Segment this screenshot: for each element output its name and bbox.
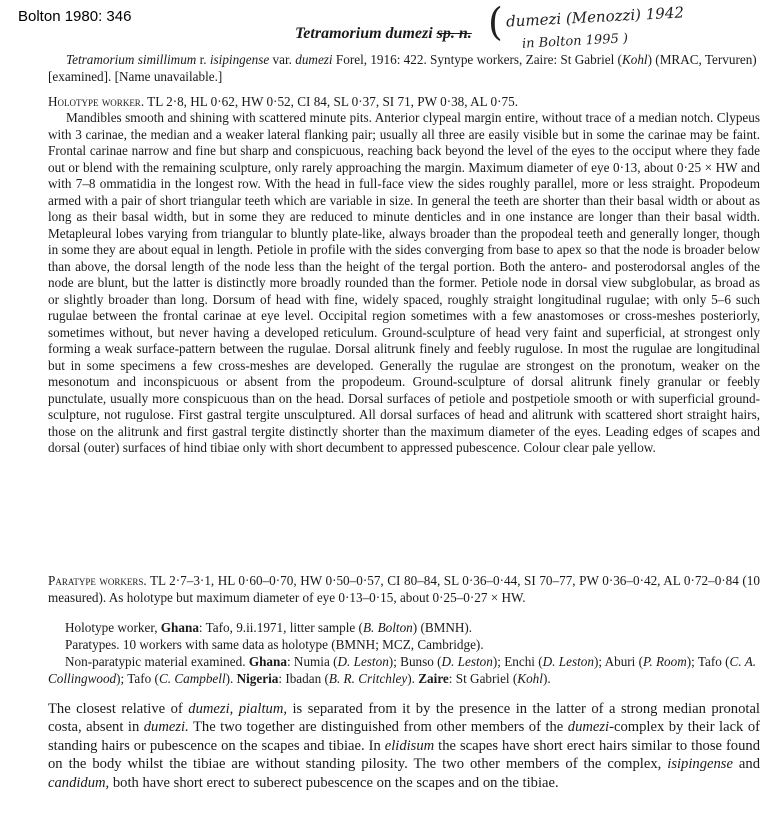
syn-collector: Kohl — [621, 52, 648, 67]
species-name: Tetramorium dumezi — [295, 25, 433, 42]
mat-text: : Tafo, 9.ii.1971, litter sample ( — [198, 620, 363, 635]
country-ghana: Ghana — [160, 620, 199, 635]
collector: B. Bolton — [362, 620, 413, 635]
taxon-name: elidisum — [384, 737, 435, 754]
collector: D. Leston — [542, 654, 594, 669]
mat-text: ); Bunso ( — [388, 654, 442, 669]
syn-text-4: ) (MRAC, Tervuren) [examined]. [Name unavailable.] — [48, 52, 757, 84]
paratype-heading: Paratype workers. — [48, 573, 147, 588]
syn-name-1: Tetramorium simillimum — [66, 52, 197, 67]
collector: B. R. Critchley — [328, 670, 408, 686]
synonymy-paragraph — [48, 52, 760, 85]
taxon-name: dumezi — [567, 719, 610, 736]
paratype-paragraph — [48, 573, 760, 606]
syn-name-3: dumezi — [295, 52, 333, 67]
mat-text: : Ibadan ( — [278, 670, 329, 686]
mat-text: ); Aburi ( — [593, 654, 644, 669]
collector: D. Leston — [441, 654, 493, 669]
nonparatypic-material — [48, 654, 760, 687]
collector: C. A. Collingwood — [48, 654, 757, 686]
holotype-description: Mandibles smooth and shining with scattered minute pits. Anterior clypeal margin entire, without trace of a median notch. Clypeus with 3 carinae, the median and a weaker lateral flanking pair; usually all three are easily visible but in some the carinae may be faint. Frontal carinae narrow and fine but sharp and conspicuous, reaching back beyond the level of the eyes to the occiput where they fade out or blend with the remaining sculpture, only rarely approaching the margin. Maximum diameter of eye 0·13, about 0·25 × HW and with 7–8 ommatidia in the longest row. With the head in full-face view the sides roughly parallel, more or less straight. Propodeum armed with a pair of short triangular teeth which are variable in size. In general the teeth are shorter than their basal width or about as long as their basal width, but in some they are reduced to minute denticles and in one instance are longer than their basal width. Metapleural lobes varying from triangular to bluntly plate-like, always broader than the propodeal teeth and generally longer, though in some they are about equal in length. Petiole in profile with the sides converging from base to apex so that the node is broader below than above, the dorsal length of the node less than the height of the tergal portion. Both the antero- and posterodorsal angles of the node are blunt, but the latter is distinctly more broadly rounded than the former. Petiole node in dorsal view subglobular, as broad as or slightly broader than long. Dorsum of head with fine, widely spaced, roughly straight longitudinal rugulae; with only 5–6 such rugulae between the frontal carinae at eye level. Occipital region sometimes with a few anastomoses or cross-meshes posteriorly, sometimes without, but never having a developed reticulum. Ground-sculpture of head very faint and superficial, at strongest only forming a weak surface-pattern between the rugulae. Dorsal alitrunk finely and feebly rugulose. In most the rugulae are longitudinal but in some specimens a few cross-meshes are developed. Generally the rugulae are strongest on the pronotum, weaker on the mesonotum and inconspicuous or absent from the propodeum. Ground-sculpture of dorsal alitrunk finely granular or feebly punctulate, usually more conspicuous than on the head. Dorsal surfaces of petiole and postpetiole smooth or with superficial ground-sculpture, not rugulose. First gastral tergite unsculptured. All dorsal surfaces of head and alitrunk with scattered short straight hairs, those on the alitrunk and first gastral tergite distinctly shorter than the maximum diameter of the eyes. Leading edges of scapes and dorsal (outer) surfaces of hind tibiae only with short decumbent to appressed pubescence. Colour clear pale yellow. — [48, 110, 760, 455]
holotype-measurement-values: TL 2·8, HL 0·62, HW 0·52, CI 84, SL 0·37, SI 71, PW 0·38, AL 0·75. — [144, 94, 518, 109]
disc-text: is separated from it by the presence in the latter of a strong median pronotal costa, absent in — [48, 701, 760, 736]
mat-text: : Numia ( — [286, 654, 338, 669]
taxon-name: candidum, — [48, 774, 110, 791]
mat-text: ); Tafo ( — [116, 670, 159, 686]
taxon-name: dumezi. — [143, 719, 189, 736]
country-ghana: Ghana — [248, 654, 287, 669]
holotype-material — [48, 620, 767, 637]
disc-text: The two together are distinguished from other members of the — [188, 719, 568, 736]
source-citation: Bolton 1980: 346 — [18, 8, 132, 25]
country-zaire: Zaire — [418, 670, 449, 686]
syn-text-2: var. — [269, 52, 296, 67]
collector: D. Leston — [337, 654, 389, 669]
mat-text: ). — [407, 670, 419, 686]
disc-text: and — [732, 756, 760, 773]
country-nigeria: Nigeria — [236, 670, 279, 686]
paratype-text: TL 2·7–3·1, HL 0·60–0·70, HW 0·50–0·57, CI 80–84, SL 0·36–0·44, SI 70–77, PW 0·36–0·42, AL 0·72–0·84 (10 measured). As holotype but maximum diameter of eye 0·13–0·15, about 0·25–0·27 × HW. — [48, 573, 760, 605]
mat-text: ) (BMNH). — [412, 620, 473, 635]
handwritten-paren-left: ( — [488, 0, 503, 44]
syn-name-2: isipingense — [209, 52, 270, 67]
mat-text: ); Enchi ( — [492, 654, 543, 669]
syn-text-1: r. — [196, 52, 210, 67]
collector: Kohl — [517, 670, 543, 686]
mat-text: Holotype worker, — [65, 620, 161, 635]
collector: C. Campbell — [158, 670, 226, 686]
syn-text-3: Forel, 1916: 422. Syntype workers, Zaire: St Gabriel ( — [332, 52, 622, 67]
paratypes-line: Paratypes. 10 workers with same data as holotype (BMNH; MCZ, Cambridge). — [65, 637, 484, 652]
discussion-paragraph — [48, 700, 760, 792]
handwritten-note-line1: dumezi (Menozzi) 1942 — [505, 3, 685, 31]
species-title — [295, 25, 472, 43]
mat-text: ). — [225, 670, 237, 686]
holotype-heading: Holotype worker. — [48, 94, 145, 109]
struck-status: sp. n. — [436, 25, 472, 42]
disc-text: The closest relative of — [48, 701, 189, 717]
mat-text: ). — [542, 670, 551, 686]
mat-text: : St Gabriel ( — [448, 670, 518, 686]
handwritten-note-line2: in Bolton 1995 ) — [521, 31, 629, 52]
taxon-name: dumezi, pialtum, — [188, 701, 288, 717]
disc-text: the scapes have short erect hairs similar to those found on the body whilst the tibiae are without standing pilosity. The two other members of the complex, — [48, 737, 760, 773]
holotype-measurements — [48, 94, 760, 111]
mat-text: Non-paratypic material examined. — [65, 654, 249, 669]
disc-text: both have short erect to suberect pubescence on the scapes and on the tibiae. — [109, 774, 559, 791]
mat-text: ); Tafo ( — [686, 654, 730, 669]
collector: P. Room — [643, 654, 687, 669]
disc-text: -complex by their lack of standing hairs or pubescence on the scapes and tibiae. In — [48, 719, 760, 754]
taxon-name: isipingense — [667, 756, 733, 773]
